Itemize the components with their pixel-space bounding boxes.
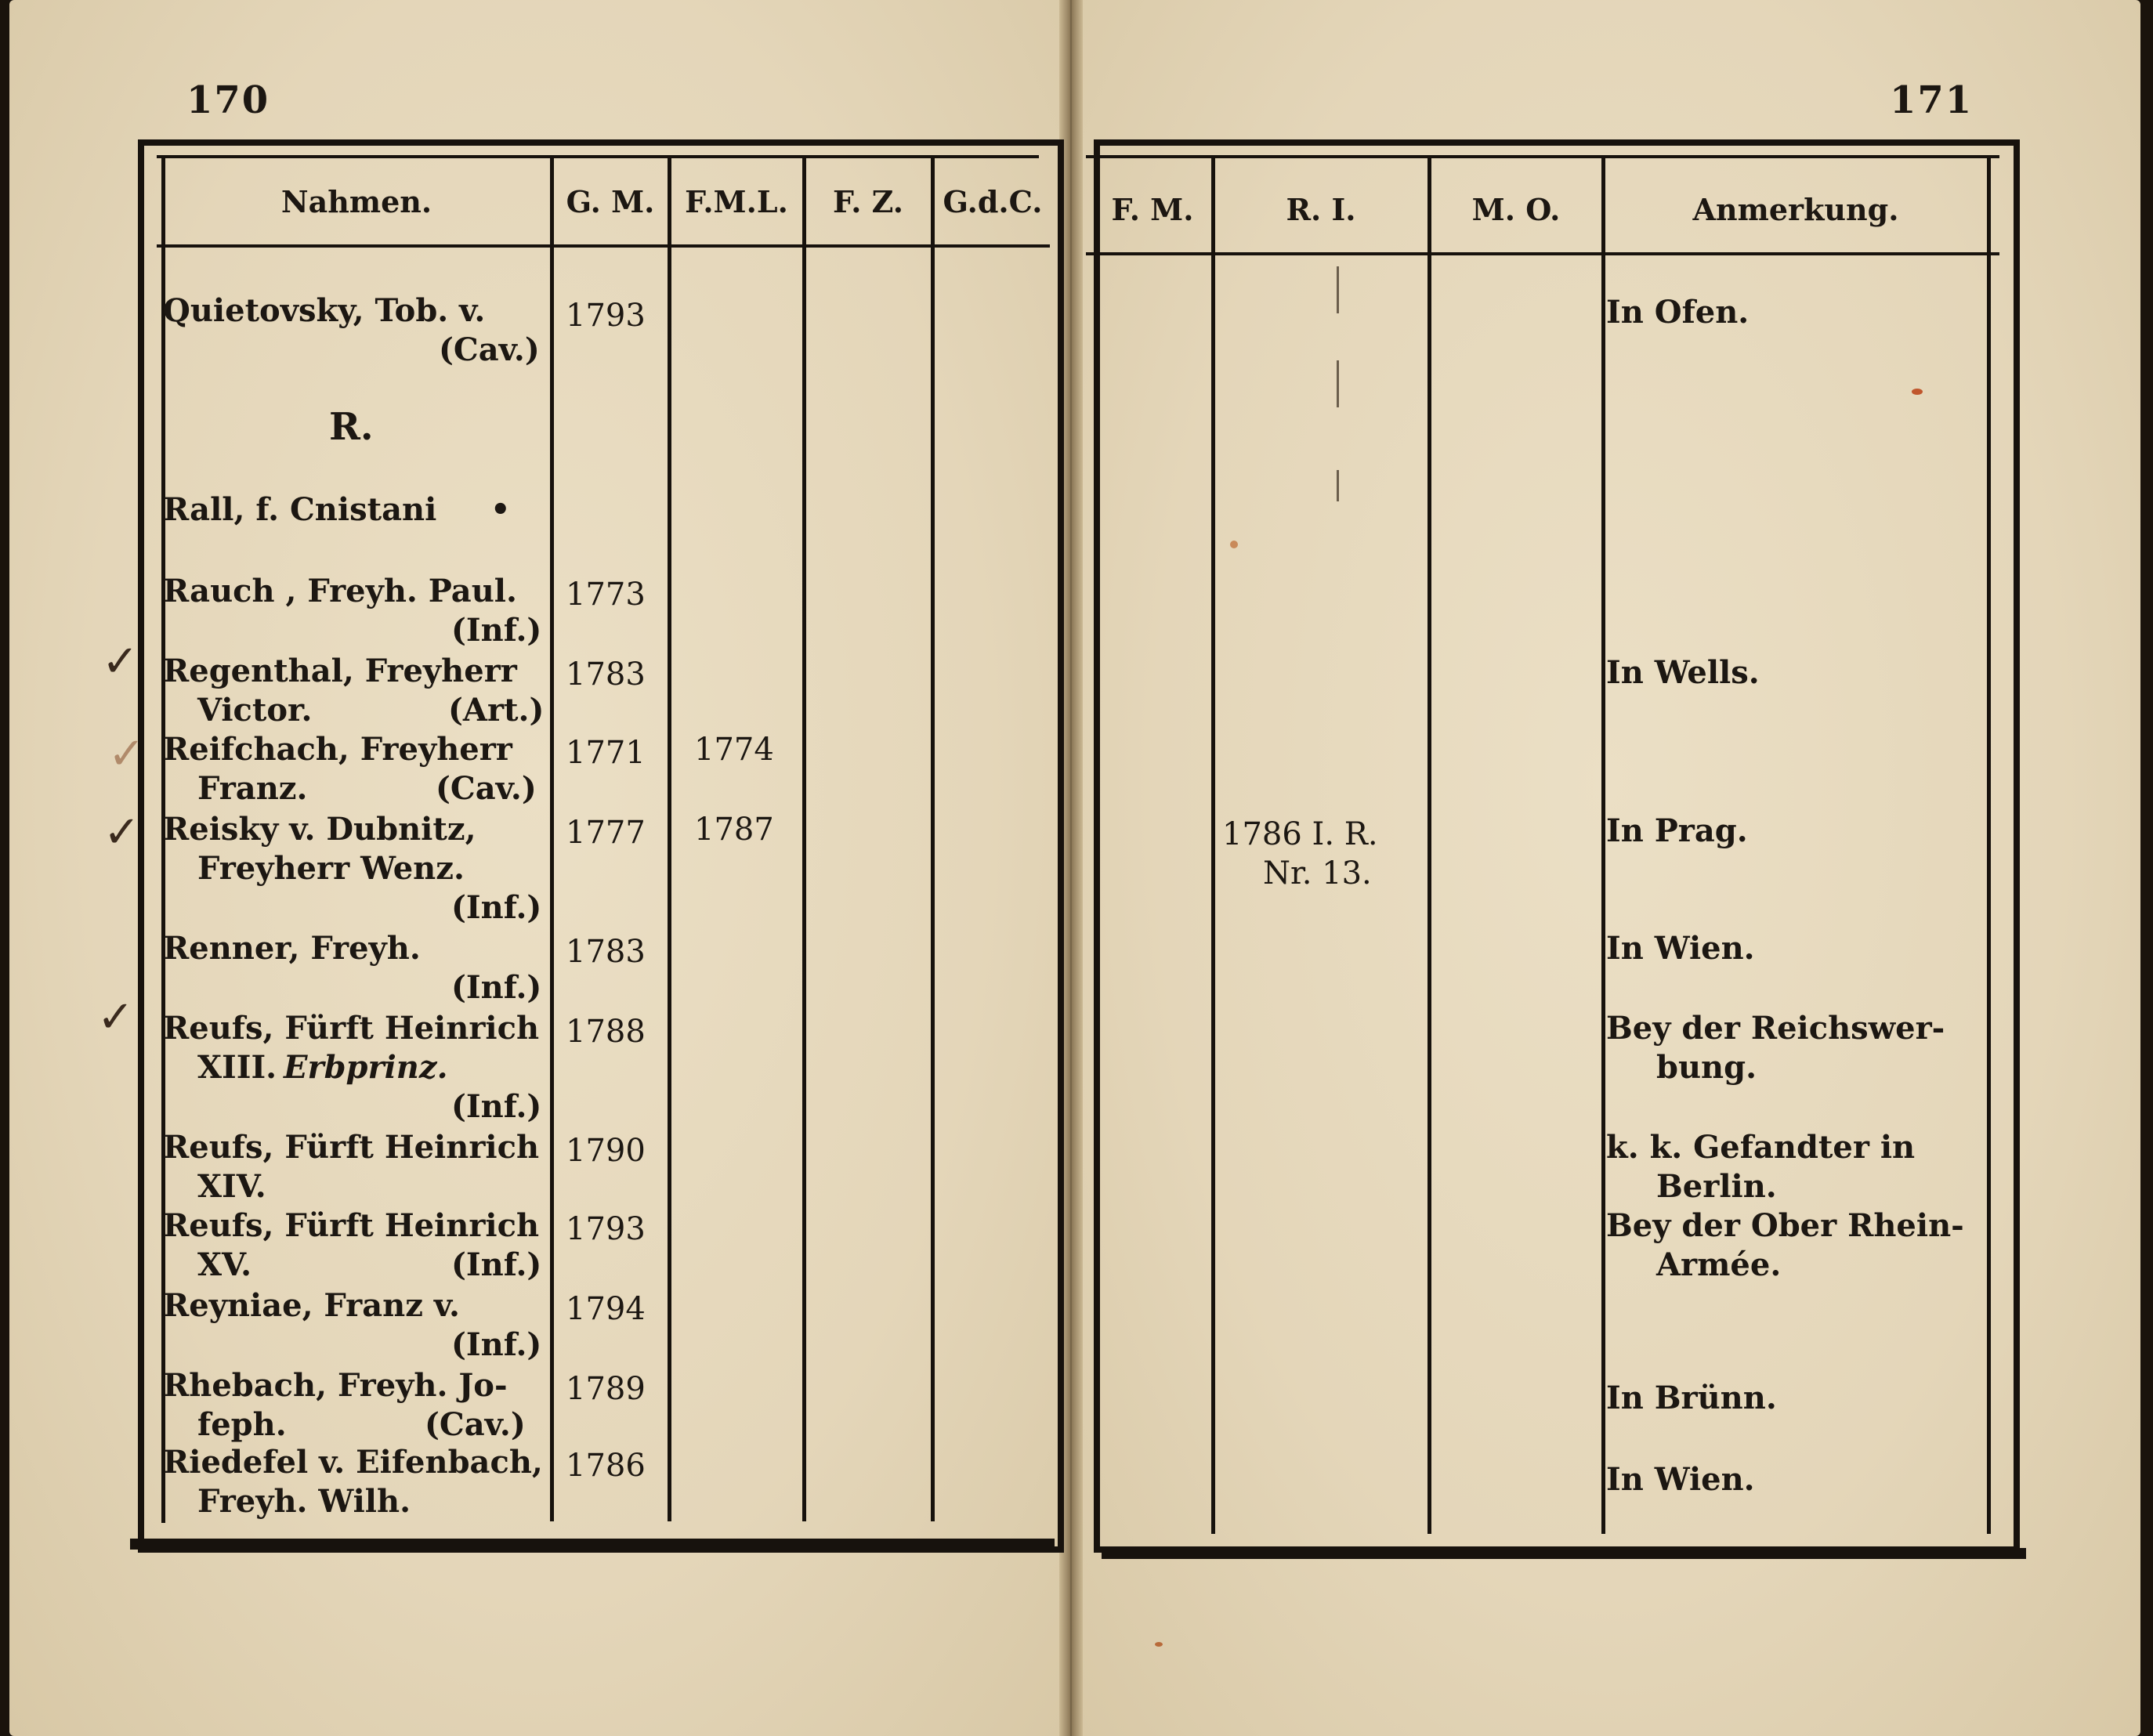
header-anmerkung: Anmerkung. xyxy=(1692,192,1899,227)
row-branch: (Inf.) xyxy=(451,1088,542,1125)
right-header-rule xyxy=(1086,252,1999,255)
header-gdc: G.d.C. xyxy=(943,184,1043,219)
header-fm: F. M. xyxy=(1111,192,1194,227)
header-gm: G. M. xyxy=(566,184,655,219)
check-mark-icon: ✓ xyxy=(108,729,145,779)
row-gm: 1793 xyxy=(566,298,646,334)
faint-rule xyxy=(1337,266,1339,313)
col-divider xyxy=(1601,155,1605,1534)
row-gm: 1794 xyxy=(566,1291,646,1327)
row-dot: • xyxy=(490,491,511,528)
row-gm: 1790 xyxy=(566,1133,646,1169)
left-inner-top-rule xyxy=(157,155,1039,158)
col-divider xyxy=(931,155,935,1521)
row-branch: (Inf.) xyxy=(451,969,542,1006)
row-name: Quietovsky, Tob. v. xyxy=(163,292,486,329)
row-name: Rauch , Freyh. Paul. xyxy=(163,573,517,609)
row-note-line2: bung. xyxy=(1656,1049,1757,1086)
row-name: Reisky v. Dubnitz, xyxy=(163,811,476,848)
row-name: Reyniae, Franz v. xyxy=(163,1287,460,1324)
col-divider xyxy=(1427,155,1431,1534)
header-mo: M. O. xyxy=(1471,192,1561,227)
row-gm: 1777 xyxy=(566,815,646,851)
row-name-line2: XIII. xyxy=(197,1049,277,1086)
row-note: k. k. Gefandter in xyxy=(1606,1129,1916,1166)
stain xyxy=(1155,1642,1163,1647)
row-fml: 1774 xyxy=(694,732,774,768)
row-branch: (Cav.) xyxy=(425,1406,526,1443)
row-name: Rall, f. Cnistani xyxy=(163,491,437,528)
row-name: Reifchach, Freyherr xyxy=(163,731,512,768)
row-gm: 1788 xyxy=(566,1014,646,1050)
row-gm: 1789 xyxy=(566,1371,646,1407)
row-gm: 1771 xyxy=(566,735,646,771)
row-name-line2: XIV. xyxy=(197,1168,266,1205)
row-note: In Prag. xyxy=(1606,812,1748,849)
row-name: Rhebach, Freyh. Jo- xyxy=(163,1367,508,1404)
row-note: In Wells. xyxy=(1606,654,1760,691)
header-fml: F.M.L. xyxy=(685,184,788,219)
faint-rule xyxy=(1337,470,1339,501)
row-gm: 1773 xyxy=(566,577,646,613)
col-divider xyxy=(802,155,806,1521)
row-note-line2: Armée. xyxy=(1656,1246,1782,1283)
row-name: Regenthal, Freyherr xyxy=(163,653,517,689)
row-name-line2: Freyherr Wenz. xyxy=(197,850,465,887)
row-name-line2: feph. xyxy=(197,1406,287,1443)
section-letter: R. xyxy=(329,405,374,449)
page-number-right: 171 xyxy=(1890,78,1974,122)
row-note: Bey der Reichswer- xyxy=(1606,1010,1945,1047)
row-fml: 1787 xyxy=(694,812,774,848)
check-mark-icon: ✓ xyxy=(102,636,139,687)
row-branch: (Inf.) xyxy=(451,1246,542,1283)
row-gm: 1793 xyxy=(566,1211,646,1247)
right-inner-top-rule xyxy=(1086,155,1999,158)
check-mark-icon: ✓ xyxy=(103,807,140,858)
row-note: Bey der Ober Rhein- xyxy=(1606,1207,1964,1244)
row-branch: (Inf.) xyxy=(451,1326,542,1363)
row-name-line2: Franz. xyxy=(197,770,308,807)
faint-rule xyxy=(1337,360,1339,407)
page-number-left: 170 xyxy=(186,78,270,122)
left-header-rule xyxy=(157,244,1050,248)
header-fz: F. Z. xyxy=(833,184,903,219)
row-note: In Wien. xyxy=(1606,930,1755,967)
row-note: In Brünn. xyxy=(1606,1380,1777,1416)
row-name: Renner, Freyh. xyxy=(163,930,421,967)
row-name: Reufs, Fürft Heinrich xyxy=(163,1010,540,1047)
row-ri: 1786 I. R. xyxy=(1222,816,1378,852)
row-name: Reufs, Fürft Heinrich xyxy=(163,1129,540,1166)
row-note: In Wien. xyxy=(1606,1461,1755,1498)
row-note-line2: Berlin. xyxy=(1656,1168,1777,1205)
col-divider xyxy=(550,155,554,1521)
row-name-line2: Freyh. Wilh. xyxy=(197,1483,411,1520)
row-gm: 1783 xyxy=(566,656,646,693)
row-name-line2: XV. xyxy=(197,1246,252,1283)
header-nahmen: Nahmen. xyxy=(280,184,432,219)
row-name-line2: Victor. xyxy=(197,692,313,729)
row-note: In Ofen. xyxy=(1606,294,1750,331)
row-branch: (Cav.) xyxy=(439,331,540,368)
header-ri: R. I. xyxy=(1286,192,1356,227)
col-divider xyxy=(668,155,671,1521)
row-ri-line2: Nr. 13. xyxy=(1263,855,1372,892)
right-table-bottom-rule xyxy=(1102,1548,2026,1559)
row-gm: 1783 xyxy=(566,934,646,970)
left-table-bottom-rule xyxy=(130,1539,1055,1550)
row-branch: (Art.) xyxy=(448,692,545,729)
row-gm: 1786 xyxy=(566,1448,646,1484)
right-inner-right-rule xyxy=(1987,155,1991,1534)
col-divider xyxy=(1211,155,1215,1534)
row-name-italic: Erbprinz. xyxy=(284,1049,448,1086)
check-mark-icon: ✓ xyxy=(97,992,134,1043)
row-branch: (Inf.) xyxy=(451,612,542,649)
row-name: Riedefel v. Eifenbach, xyxy=(163,1444,543,1481)
row-branch: (Cav.) xyxy=(436,770,537,807)
row-name: Reufs, Fürft Heinrich xyxy=(163,1207,540,1244)
row-branch: (Inf.) xyxy=(451,889,542,926)
